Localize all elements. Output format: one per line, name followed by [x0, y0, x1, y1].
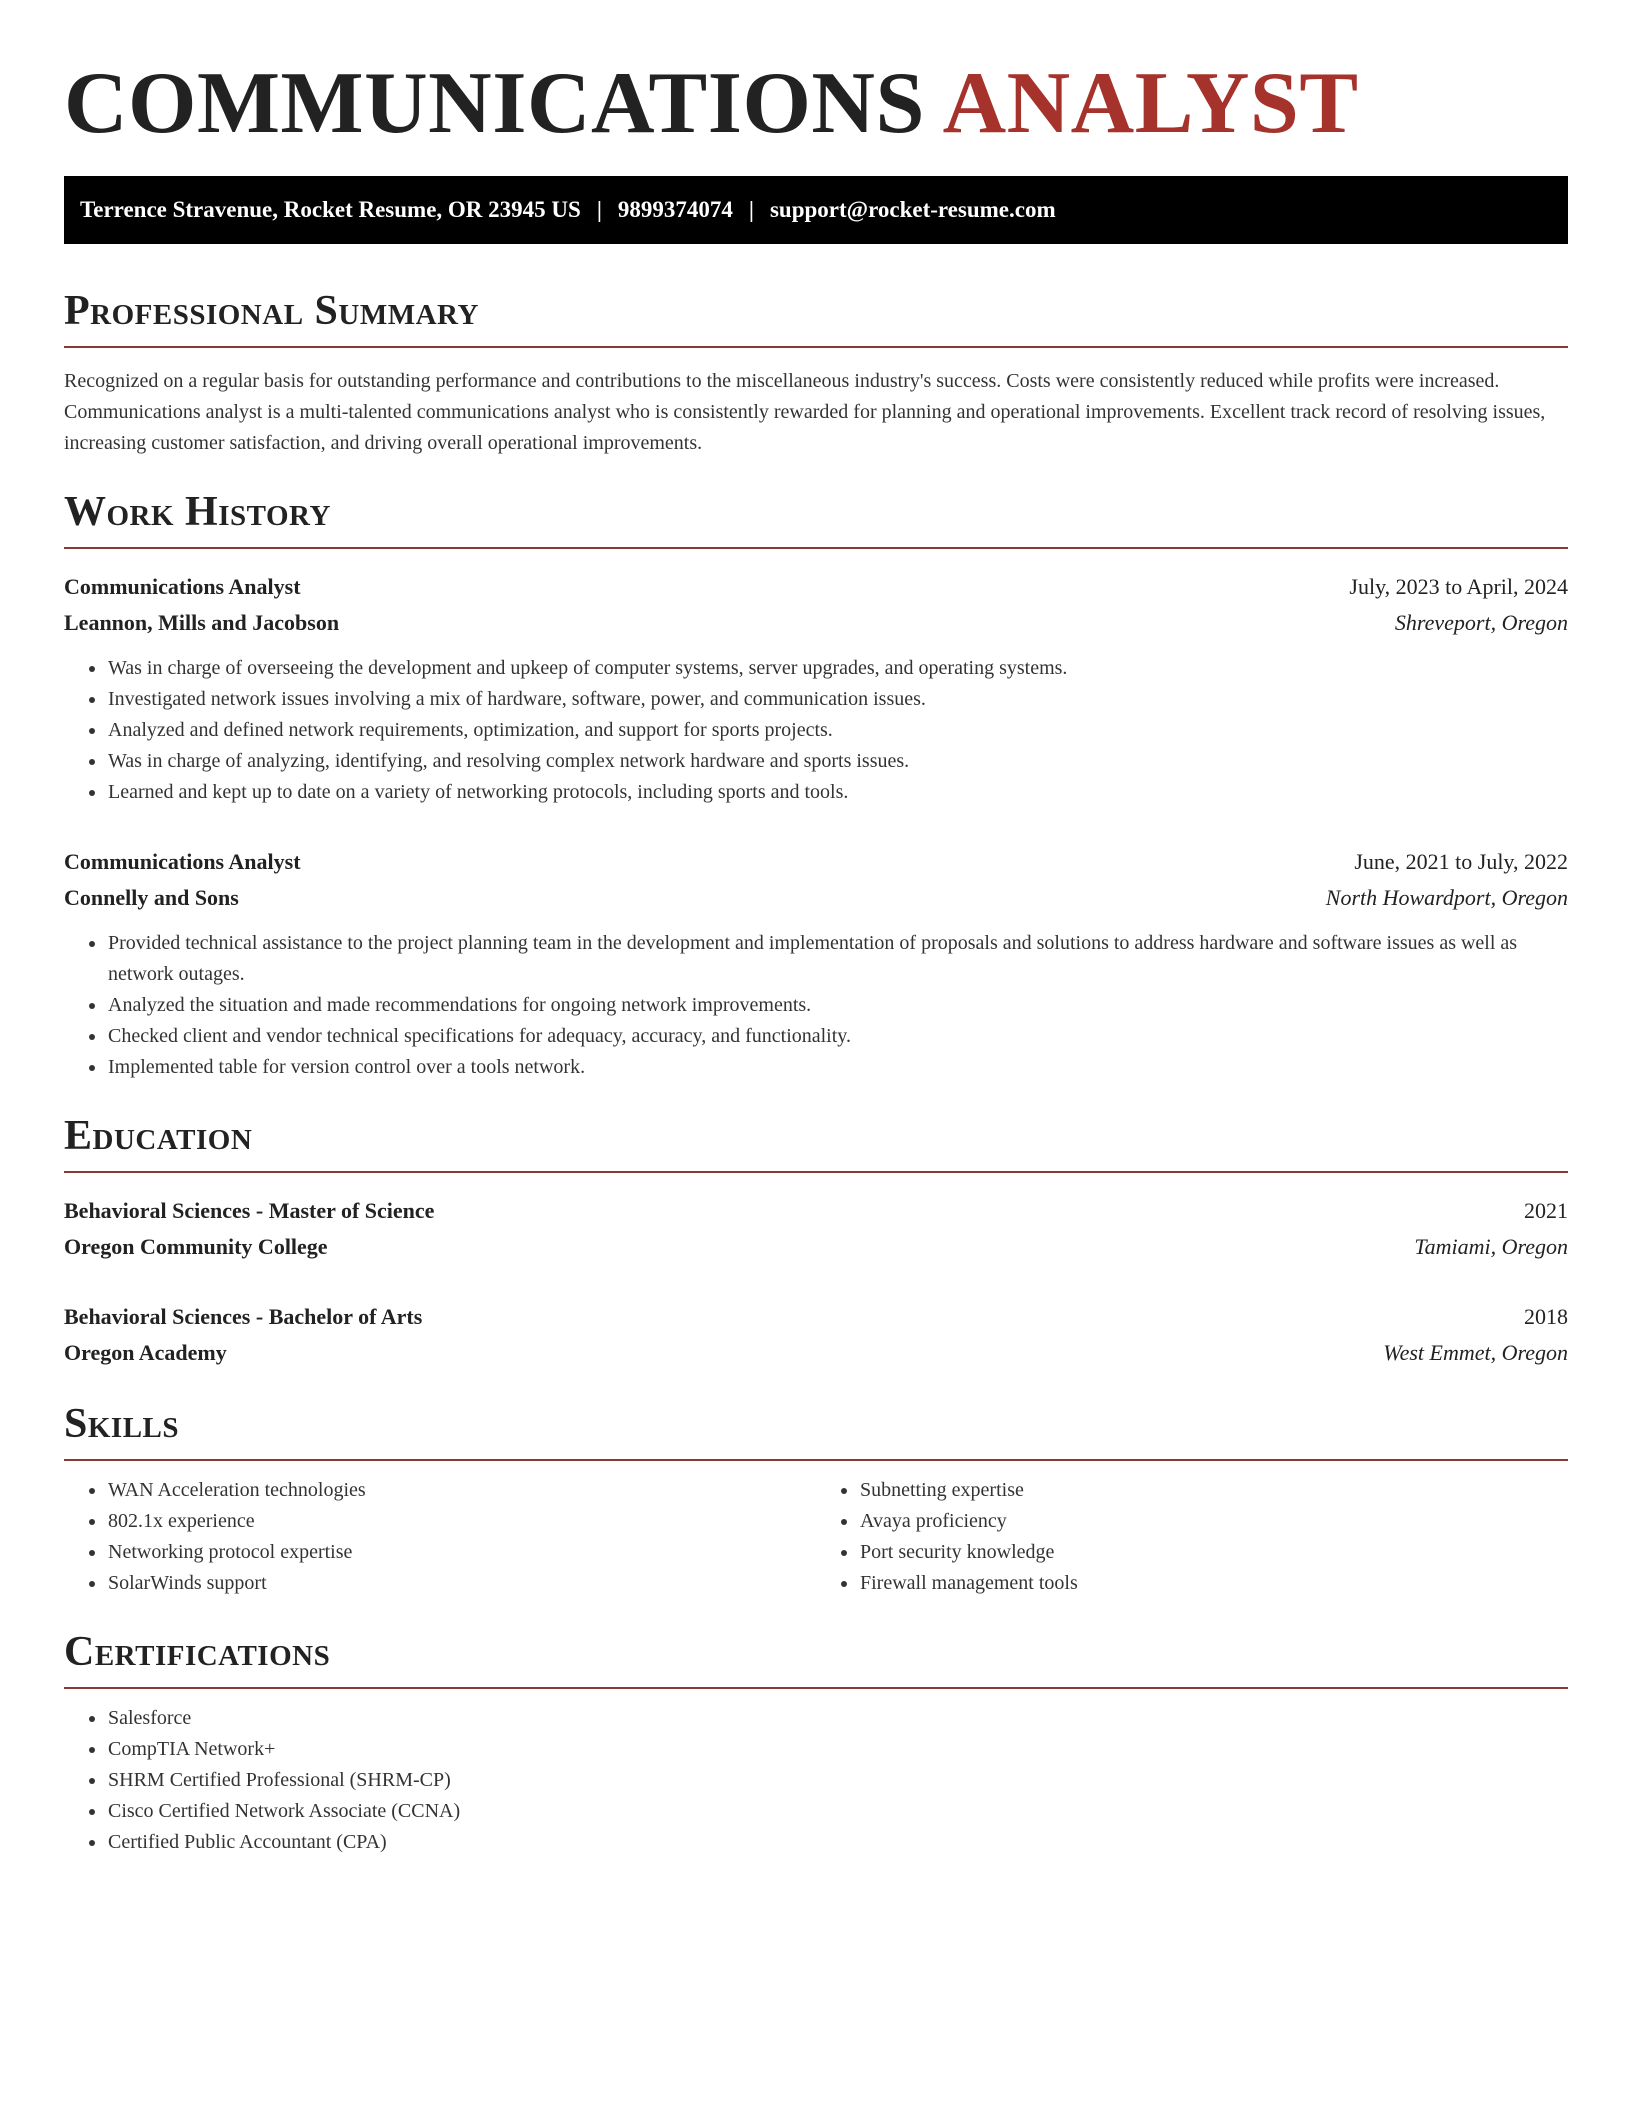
skills-section: [64, 1399, 1568, 1599]
job-duty: • Was in charge of overseeing the development and upkeep of computer systems, server upgrades, and operating systems.: [107, 653, 1568, 684]
summary-section: [64, 286, 1568, 459]
education-location: Tamiami, Oregon: [1414, 1234, 1568, 1259]
section-divider: [64, 547, 1568, 549]
summary-heading: Professional Summary: [64, 288, 479, 334]
skill-item: • Networking protocol expertise: [107, 1537, 816, 1568]
job-company-row: [64, 880, 1568, 916]
job-title: Communications Analyst: [64, 849, 301, 874]
job-duties-list: [64, 928, 1568, 1083]
skill-item: • SolarWinds support: [107, 1568, 816, 1599]
section-divider: [64, 1459, 1568, 1461]
job-duty: • Learned and kept up to date on a variety of networking protocols, including sports and tools.: [107, 777, 1568, 808]
contact-address: Terrence Stravenue, Rocket Resume, OR 23945 US: [80, 197, 581, 222]
education-degree: Behavioral Sciences - Bachelor of Arts: [64, 1304, 423, 1329]
contact-phone[interactable]: 9899374074: [617, 197, 733, 222]
skills-list-left: [64, 1475, 816, 1599]
skills-heading: Skills: [64, 1401, 180, 1447]
job-title: Communications Analyst: [64, 574, 301, 599]
skill-item: • WAN Acceleration technologies: [107, 1475, 816, 1506]
job-company: Leannon, Mills and Jacobson: [64, 610, 340, 635]
certification-item: • Cisco Certified Network Associate (CCNA): [107, 1796, 1568, 1827]
education-degree-row: [64, 1299, 1568, 1335]
certification-item: • SHRM Certified Professional (SHRM-CP): [107, 1765, 1568, 1796]
section-divider: [64, 1687, 1568, 1689]
skill-item: • Firewall management tools: [859, 1568, 1568, 1599]
skill-item: • Port security knowledge: [859, 1537, 1568, 1568]
contact-bar: [64, 176, 1568, 244]
education-school: Oregon Community College: [64, 1234, 328, 1259]
certification-item: • Certified Public Accountant (CPA): [107, 1827, 1568, 1858]
contact-separator: |: [748, 197, 754, 222]
education-year: 2021: [1524, 1198, 1568, 1223]
job-dates: July, 2023 to April, 2024: [1349, 574, 1568, 599]
job-entry: [64, 844, 1568, 1083]
education-year: 2018: [1524, 1304, 1568, 1329]
job-entry: [64, 569, 1568, 808]
title-main: COMMUNICATIONS: [64, 55, 925, 152]
job-duty: • Analyzed the situation and made recommendations for ongoing network improvements.: [107, 990, 1568, 1021]
skills-list-right: [816, 1475, 1568, 1599]
contact-separator: |: [596, 197, 602, 222]
education-school: Oregon Academy: [64, 1340, 227, 1365]
certifications-section: [64, 1627, 1568, 1858]
education-entry: [64, 1193, 1568, 1265]
skill-item: • Subnetting expertise: [859, 1475, 1568, 1506]
education-entry: [64, 1299, 1568, 1371]
contact-email[interactable]: support@rocket-resume.com: [769, 197, 1056, 222]
skills-columns: [64, 1475, 1568, 1599]
certification-item: • CompTIA Network+: [107, 1734, 1568, 1765]
job-header-row: [64, 569, 1568, 605]
job-duties-list: [64, 653, 1568, 808]
resume-title: [64, 56, 1568, 152]
certifications-heading: Certifications: [64, 1629, 331, 1675]
certifications-list: [64, 1703, 1568, 1858]
job-location: Shreveport, Oregon: [1394, 610, 1568, 635]
job-duty: • Checked client and vendor technical specifications for adequacy, accuracy, and functionality.: [107, 1021, 1568, 1052]
education-section: [64, 1111, 1568, 1371]
certification-item: • Salesforce: [107, 1703, 1568, 1734]
job-dates: June, 2021 to July, 2022: [1354, 849, 1568, 874]
work-history-section: [64, 487, 1568, 1083]
education-location: West Emmet, Oregon: [1383, 1340, 1568, 1365]
education-school-row: [64, 1229, 1568, 1265]
section-divider: [64, 346, 1568, 348]
section-divider: [64, 1171, 1568, 1173]
skill-item: • 802.1x experience: [107, 1506, 816, 1537]
title-accent: ANALYST: [942, 55, 1359, 152]
skill-item: • Avaya proficiency: [859, 1506, 1568, 1537]
job-duty: • Was in charge of analyzing, identifying, and resolving complex network hardware and sports issues.: [107, 746, 1568, 777]
job-company-row: [64, 605, 1568, 641]
summary-text: Recognized on a regular basis for outstanding performance and contributions to the miscellaneous industry's success. Costs were consistently reduced while profits were increased. Communications analyst is a multi-talented communications analyst who is consistently rewarded for planning and operational improvements. Excellent track record of resolving issues, increasing customer satisfaction, and driving overall operational improvements.: [64, 370, 1546, 454]
education-degree: Behavioral Sciences - Master of Science: [64, 1198, 435, 1223]
job-header-row: [64, 844, 1568, 880]
job-duty: • Provided technical assistance to the project planning team in the development and implementation of proposals and solutions to address hardware and software issues as well as network outages.: [107, 928, 1568, 990]
education-school-row: [64, 1335, 1568, 1371]
resume-page: [64, 0, 1568, 1858]
job-company: Connelly and Sons: [64, 885, 239, 910]
work-history-heading: Work History: [64, 489, 331, 535]
job-duty: • Implemented table for version control over a tools network.: [107, 1052, 1568, 1083]
education-heading: Education: [64, 1113, 253, 1159]
job-duty: • Investigated network issues involving a mix of hardware, software, power, and communication issues.: [107, 684, 1568, 715]
education-degree-row: [64, 1193, 1568, 1229]
job-location: North Howardport, Oregon: [1325, 885, 1568, 910]
job-duty: • Analyzed and defined network requirements, optimization, and support for sports projects.: [107, 715, 1568, 746]
